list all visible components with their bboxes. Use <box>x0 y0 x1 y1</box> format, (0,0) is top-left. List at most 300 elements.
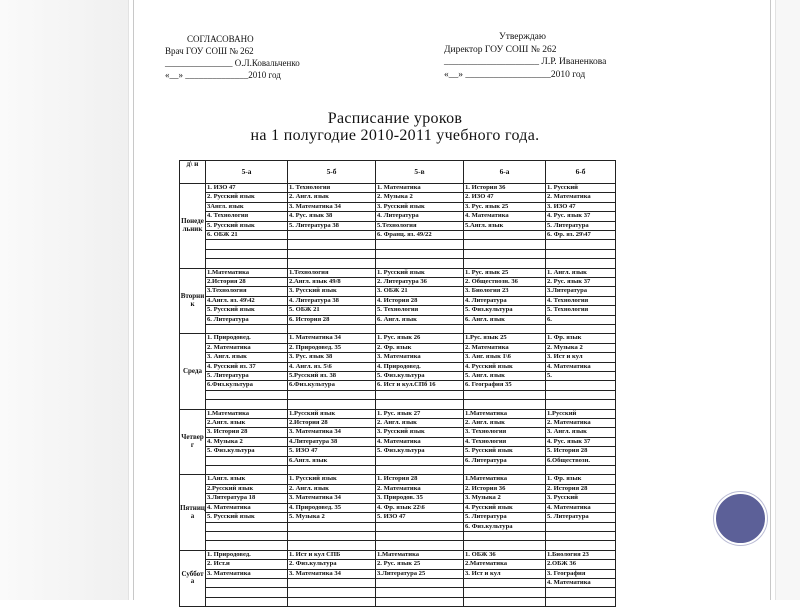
next-slide-button[interactable] <box>714 492 767 545</box>
approval-left-heading: СОГЛАСОВАНО <box>187 34 254 44</box>
lesson-cell: 3.Технология <box>206 287 288 296</box>
lesson-cell: 1. История 36 <box>464 184 546 193</box>
lesson-cell: 4. Русский язык <box>464 362 546 371</box>
lesson-cell: 3. Ист и кул <box>546 353 616 362</box>
lesson-cell: 4. Природовед. 35 <box>288 503 376 512</box>
lesson-cell: 1. Рус. язык 27 <box>376 409 464 418</box>
lesson-cell <box>464 259 546 268</box>
lesson-cell <box>288 249 376 258</box>
lesson-cell: 1. ИЗО 47 <box>206 184 288 193</box>
lesson-cell: 5. Литература <box>546 221 616 230</box>
lesson-cell: 4. Технология <box>206 212 288 221</box>
lesson-cell <box>546 249 616 258</box>
table-row <box>180 315 616 324</box>
lesson-cell: 5. Технология <box>376 306 464 315</box>
lesson-cell: 5. Англ. язык <box>464 372 546 381</box>
lesson-cell <box>288 400 376 409</box>
lesson-cell <box>288 231 376 240</box>
table-row <box>180 343 616 352</box>
lesson-cell <box>206 390 288 399</box>
lesson-cell: 1. Математика <box>376 184 464 193</box>
lesson-cell: 3. Природов. 35 <box>376 494 464 503</box>
lesson-cell <box>206 240 288 249</box>
lesson-cell: 2. Рус. язык 37 <box>546 278 616 287</box>
day-label: Среда <box>180 334 206 409</box>
lesson-cell <box>464 466 546 475</box>
lesson-cell: 2. Математика <box>376 484 464 493</box>
lesson-cell <box>288 531 376 540</box>
lesson-cell: 3. Музыка 2 <box>464 494 546 503</box>
lesson-cell: 4. Русский яз. 37 <box>206 362 288 371</box>
lesson-cell: 2.Русский язык <box>206 484 288 493</box>
lesson-cell: 6. Ист и кул.СПб 16 <box>376 381 464 390</box>
lesson-cell <box>206 588 288 597</box>
lesson-cell: 3. Технология <box>464 428 546 437</box>
lesson-cell: 1. ОБЖ 36 <box>464 550 546 559</box>
lesson-cell <box>206 400 288 409</box>
class-header: 5-а <box>206 161 288 184</box>
lesson-cell: 4. История 28 <box>376 296 464 305</box>
class-header: 6-а <box>464 161 546 184</box>
lesson-cell: 6. Литература <box>206 315 288 324</box>
lesson-cell <box>288 578 376 587</box>
lesson-cell <box>288 390 376 399</box>
lesson-cell: 3. Математика <box>206 569 288 578</box>
lesson-cell: 3. Рус. язык 25 <box>464 202 546 211</box>
table-row <box>180 550 616 559</box>
table-row <box>180 513 616 522</box>
lesson-cell: 4. Математика <box>376 437 464 446</box>
lesson-cell <box>546 522 616 531</box>
table-row <box>180 522 616 531</box>
lesson-cell: 5. Физ.культура <box>206 447 288 456</box>
lesson-cell <box>206 456 288 465</box>
lesson-cell: 1.Рус. язык 25 <box>464 334 546 343</box>
lesson-cell: 3Англ. язык <box>206 202 288 211</box>
table-row <box>180 268 616 277</box>
lesson-cell: 3. История 28 <box>206 428 288 437</box>
lesson-cell: 6.Обществозн. <box>546 456 616 465</box>
lesson-cell <box>206 249 288 258</box>
lesson-cell <box>288 597 376 606</box>
table-row <box>180 381 616 390</box>
table-row <box>180 475 616 484</box>
class-header: 5-б <box>288 161 376 184</box>
lesson-cell: 2. Русский язык <box>206 193 288 202</box>
lesson-cell: 6. Фр. яз. 29\47 <box>546 231 616 240</box>
lesson-cell <box>546 381 616 390</box>
table-row <box>180 419 616 428</box>
lesson-cell: 4. Технология <box>546 296 616 305</box>
lesson-cell: 2. Математика <box>206 343 288 352</box>
lesson-cell: 5. Литература <box>546 513 616 522</box>
approval-left-signature: _______________ О.Л.Ковальченко <box>165 58 300 68</box>
lesson-cell: 3. ИЗО 47 <box>546 202 616 211</box>
table-row <box>180 353 616 362</box>
lesson-cell <box>546 466 616 475</box>
table-row <box>180 306 616 315</box>
lesson-cell <box>288 522 376 531</box>
lesson-cell: 5. Музыка 2 <box>288 513 376 522</box>
lesson-cell: 4. Математика <box>206 503 288 512</box>
lesson-cell <box>464 588 546 597</box>
lesson-cell: 6. Франц. яз. 49/22 <box>376 231 464 240</box>
approval-right-date: «__» __________________2010 год <box>444 69 586 80</box>
lesson-cell <box>206 541 288 550</box>
lesson-cell <box>464 249 546 258</box>
lesson-cell: 2. Математика <box>546 419 616 428</box>
table-row <box>180 541 616 550</box>
table-row <box>180 240 616 249</box>
right-background <box>775 0 800 600</box>
approval-block-right <box>444 31 606 81</box>
lesson-cell: 5. <box>546 372 616 381</box>
approval-left-position: Врач ГОУ СОШ № 262 <box>165 46 254 56</box>
lesson-cell: 4. Математика <box>546 362 616 371</box>
lesson-cell: 3. Математика 34 <box>288 428 376 437</box>
table-row <box>180 372 616 381</box>
lesson-cell: 1. Англ. язык <box>546 268 616 277</box>
lesson-cell: 5. ИЗО 47 <box>288 447 376 456</box>
page-title <box>190 110 600 144</box>
lesson-cell <box>464 325 546 334</box>
lesson-cell: 3. ОБЖ 21 <box>376 287 464 296</box>
lesson-cell <box>376 466 464 475</box>
table-row <box>180 560 616 569</box>
lesson-cell: 4. Рус. язык 38 <box>288 212 376 221</box>
day-label: Пятница <box>180 475 206 550</box>
lesson-cell <box>376 456 464 465</box>
table-row <box>180 597 616 606</box>
lesson-cell <box>206 531 288 540</box>
lesson-cell: 5. Технология <box>546 306 616 315</box>
lesson-cell <box>288 466 376 475</box>
lesson-cell: 4. Математика <box>546 578 616 587</box>
lesson-cell: 4. Литература <box>376 212 464 221</box>
lesson-cell: 3. Математика 34 <box>288 202 376 211</box>
lesson-cell: 1.Русский язык <box>288 409 376 418</box>
lesson-cell: 3. Англ. язык <box>206 353 288 362</box>
lesson-cell: 1.Русский <box>546 409 616 418</box>
lesson-cell: 6.Физ.культура <box>288 381 376 390</box>
lesson-cell: 4. Технология <box>464 437 546 446</box>
lesson-cell: 2. Математика <box>464 343 546 352</box>
lesson-cell <box>288 325 376 334</box>
lesson-cell: 1. Технология <box>288 184 376 193</box>
lesson-cell <box>206 522 288 531</box>
lesson-cell: 2. Музыка 2 <box>376 193 464 202</box>
lesson-cell: 3. Русский <box>546 494 616 503</box>
left-background <box>0 0 128 600</box>
lesson-cell: 2. ИЗО 47 <box>464 193 546 202</box>
lesson-cell: 3. Русский язык <box>376 428 464 437</box>
lesson-cell <box>546 390 616 399</box>
table-row <box>180 362 616 371</box>
approval-right-position: Директор ГОУ СОШ № 262 <box>444 44 557 55</box>
lesson-cell <box>376 400 464 409</box>
class-header: 5-в <box>376 161 464 184</box>
lesson-cell: 5. ИЗО 47 <box>376 513 464 522</box>
lesson-cell: 5. Литература 38 <box>288 221 376 230</box>
lesson-cell: 6. Англ. язык <box>376 315 464 324</box>
lesson-cell: 6. География 35 <box>464 381 546 390</box>
lesson-cell: 3. Математика 34 <box>288 569 376 578</box>
title-line-2: на 1 полугодие 2010-2011 учебного года. <box>250 127 540 144</box>
table-row <box>180 202 616 211</box>
lesson-cell <box>288 259 376 268</box>
lesson-cell: 2. Рус. язык 25 <box>376 560 464 569</box>
lesson-cell <box>206 578 288 587</box>
lesson-cell: 5.Технология <box>376 221 464 230</box>
lesson-cell <box>206 597 288 606</box>
lesson-cell <box>546 240 616 249</box>
table-row <box>180 588 616 597</box>
lesson-cell <box>546 541 616 550</box>
lesson-cell: 1.Математика <box>464 475 546 484</box>
lesson-cell <box>546 531 616 540</box>
lesson-cell: 1.Англ. язык <box>206 475 288 484</box>
lesson-cell: 1.Математика <box>464 409 546 418</box>
lesson-cell <box>288 588 376 597</box>
lesson-cell: 5. Физ.культура <box>464 306 546 315</box>
lesson-cell <box>464 240 546 249</box>
lesson-cell: 4. Литература 38 <box>288 296 376 305</box>
lesson-cell <box>376 588 464 597</box>
lesson-cell: 5. История 28 <box>546 447 616 456</box>
lesson-cell <box>464 531 546 540</box>
table-row <box>180 259 616 268</box>
lesson-cell: 4. Русский язык <box>464 503 546 512</box>
lesson-cell: 6. Литература <box>464 456 546 465</box>
lesson-cell: 2. Фр. язык <box>376 343 464 352</box>
table-row <box>180 278 616 287</box>
lesson-cell: 3. География <box>546 569 616 578</box>
lesson-cell: 1. Математика 34 <box>288 334 376 343</box>
table-row <box>180 437 616 446</box>
approval-left-date: «__» ______________2010 год <box>165 70 281 80</box>
lesson-cell: 3. Англ. язык <box>546 428 616 437</box>
table-row <box>180 296 616 305</box>
lesson-cell: 2.Математика <box>464 560 546 569</box>
lesson-cell <box>376 597 464 606</box>
table-row <box>180 193 616 202</box>
lesson-cell: 6.Англ. язык <box>288 456 376 465</box>
lesson-cell: 4. Природовед. <box>376 362 464 371</box>
table-row <box>180 231 616 240</box>
lesson-cell: 2. Англ. язык <box>464 419 546 428</box>
lesson-cell: 2. Англ. язык <box>376 419 464 428</box>
lesson-cell <box>376 541 464 550</box>
lesson-cell <box>376 240 464 249</box>
lesson-cell <box>546 400 616 409</box>
lesson-cell: 1. Русский язык <box>288 475 376 484</box>
lesson-cell <box>376 578 464 587</box>
lesson-cell <box>206 259 288 268</box>
lesson-cell <box>288 541 376 550</box>
lesson-cell: 5.Русский яз. 38 <box>288 372 376 381</box>
lesson-cell: 2. Обществозн. 36 <box>464 278 546 287</box>
day-label: Четверг <box>180 409 206 475</box>
day-label: Понедельник <box>180 184 206 269</box>
approval-block-left <box>165 33 300 81</box>
table-row <box>180 428 616 437</box>
table-row <box>180 400 616 409</box>
table-row <box>180 569 616 578</box>
lesson-cell <box>206 325 288 334</box>
lesson-cell: 3.Литература 25 <box>376 569 464 578</box>
lesson-cell: 1. Фр. язык <box>546 475 616 484</box>
lesson-cell: 1. Ист и кул СПБ <box>288 550 376 559</box>
table-row <box>180 494 616 503</box>
lesson-cell: 5. Физ.культура <box>376 447 464 456</box>
lesson-cell <box>376 522 464 531</box>
lesson-cell: 2.Англ. язык 49/8 <box>288 278 376 287</box>
lesson-cell: 2.История 28 <box>206 278 288 287</box>
lesson-cell: 3. Анг. язык 1\6 <box>464 353 546 362</box>
lesson-cell: 3. Математика 34 <box>288 494 376 503</box>
lesson-cell <box>464 578 546 587</box>
lesson-cell: 5. Русский язык <box>464 447 546 456</box>
lesson-cell: 3. Русский язык <box>288 287 376 296</box>
lesson-cell: 2. История 28 <box>546 484 616 493</box>
lesson-cell: 2. Литература 36 <box>376 278 464 287</box>
table-row <box>180 390 616 399</box>
lesson-cell: 3.Литература 18 <box>206 494 288 503</box>
lesson-cell: 1. Фр. язык <box>546 334 616 343</box>
lesson-cell <box>206 466 288 475</box>
lesson-cell: 4. Рус. язык 37 <box>546 212 616 221</box>
lesson-cell: 1.Математика <box>376 550 464 559</box>
lesson-cell: 3. Русский язык <box>376 202 464 211</box>
table-row <box>180 456 616 465</box>
lesson-cell <box>376 249 464 258</box>
lesson-cell: 3. Рус. язык 38 <box>288 353 376 362</box>
table-row <box>180 503 616 512</box>
title-line-1: Расписание уроков <box>327 110 463 127</box>
header-row <box>180 161 616 184</box>
lesson-cell: 2. Физ.культура <box>288 560 376 569</box>
lesson-cell <box>546 588 616 597</box>
lesson-cell: 3. Математика <box>376 353 464 362</box>
lesson-cell: 2. Ист.и <box>206 560 288 569</box>
class-header: 6-б <box>546 161 616 184</box>
lesson-cell: 1.Математика <box>206 268 288 277</box>
lesson-cell: 5. Русский язык <box>206 221 288 230</box>
lesson-cell: 5.Англ. язык <box>464 221 546 230</box>
lesson-cell: 6.Физ.культура <box>206 381 288 390</box>
lesson-cell: 2. Математика <box>546 193 616 202</box>
lesson-cell: 6. ОБЖ 21 <box>206 231 288 240</box>
lesson-cell: 2.Англ. язык <box>206 419 288 428</box>
table-row <box>180 447 616 456</box>
approval-right-heading: Утверждаю <box>499 32 546 42</box>
lesson-cell: 2. Англ. язык <box>288 193 376 202</box>
lesson-cell: 2.ОБЖ 36 <box>546 560 616 569</box>
lesson-cell: 5. ОБЖ 21 <box>288 306 376 315</box>
lesson-cell: 1. Природовед. <box>206 334 288 343</box>
table-row <box>180 325 616 334</box>
schedule-table <box>179 160 616 607</box>
lesson-cell: 3. Биология 23 <box>464 287 546 296</box>
lesson-cell <box>464 231 546 240</box>
table-row <box>180 184 616 193</box>
lesson-cell: 1.Математика <box>206 409 288 418</box>
lesson-cell: 1. Русский <box>546 184 616 193</box>
lesson-cell <box>464 597 546 606</box>
lesson-cell: 6. Англ. язык <box>464 315 546 324</box>
table-row <box>180 287 616 296</box>
lesson-cell <box>376 531 464 540</box>
lesson-cell: 3. Ист и кул <box>464 569 546 578</box>
lesson-cell: 4. Англ. яз. 5\6 <box>288 362 376 371</box>
table-row <box>180 212 616 221</box>
lesson-cell: 4.Литература 38 <box>288 437 376 446</box>
table-row <box>180 578 616 587</box>
lesson-cell: 2. История 36 <box>464 484 546 493</box>
lesson-cell: 2.История 28 <box>288 419 376 428</box>
lesson-cell: 1. История 28 <box>376 475 464 484</box>
table-row <box>180 531 616 540</box>
lesson-cell <box>464 390 546 399</box>
table-row <box>180 409 616 418</box>
lesson-cell <box>464 541 546 550</box>
lesson-cell: 4. Литература <box>464 296 546 305</box>
lesson-cell <box>376 325 464 334</box>
lesson-cell <box>376 390 464 399</box>
table-row <box>180 334 616 343</box>
lesson-cell <box>376 259 464 268</box>
lesson-cell: 2. Природовед. 35 <box>288 343 376 352</box>
lesson-cell: 4. Рус. язык 37 <box>546 437 616 446</box>
lesson-cell: 4. Математика <box>464 212 546 221</box>
table-row <box>180 484 616 493</box>
lesson-cell: 1. Русский язык <box>376 268 464 277</box>
lesson-cell: 1. Природовед. <box>206 550 288 559</box>
lesson-cell: 2. Англ. язык <box>288 484 376 493</box>
lesson-cell <box>546 597 616 606</box>
lesson-cell <box>546 259 616 268</box>
lesson-cell <box>546 325 616 334</box>
lesson-cell: 1. Рус. язык 25 <box>464 268 546 277</box>
lesson-cell: 2. Музыка 2 <box>546 343 616 352</box>
corner-header: д\ н <box>180 161 206 184</box>
lesson-cell: 3.Литература <box>546 287 616 296</box>
lesson-cell <box>288 240 376 249</box>
lesson-cell: 5. Литература <box>464 513 546 522</box>
lesson-cell: 4. Фр. язык 22\6 <box>376 503 464 512</box>
lesson-cell: 5. Физ.культура <box>376 372 464 381</box>
lesson-cell: 5. Русский язык <box>206 306 288 315</box>
day-label: Суббота <box>180 550 206 606</box>
approval-right-signature: ____________________ Л.Р. Иваненкова <box>444 57 607 67</box>
day-label: Вторник <box>180 268 206 334</box>
lesson-cell: 5. Литература <box>206 372 288 381</box>
table-row <box>180 249 616 258</box>
lesson-cell: 5. Русский язык <box>206 513 288 522</box>
lesson-cell: 6. Физ.культура <box>464 522 546 531</box>
lesson-cell: 6. <box>546 315 616 324</box>
lesson-cell: 4. Музыка 2 <box>206 437 288 446</box>
lesson-cell: 1.Технология <box>288 268 376 277</box>
table-row <box>180 466 616 475</box>
table-row <box>180 221 616 230</box>
lesson-cell: 4. Математика <box>546 503 616 512</box>
lesson-cell: 1.Биология 23 <box>546 550 616 559</box>
lesson-cell: 6. История 28 <box>288 315 376 324</box>
lesson-cell <box>464 400 546 409</box>
lesson-cell: 1. Рус. язык 26 <box>376 334 464 343</box>
lesson-cell: 4.Англ. яз. 49\42 <box>206 296 288 305</box>
